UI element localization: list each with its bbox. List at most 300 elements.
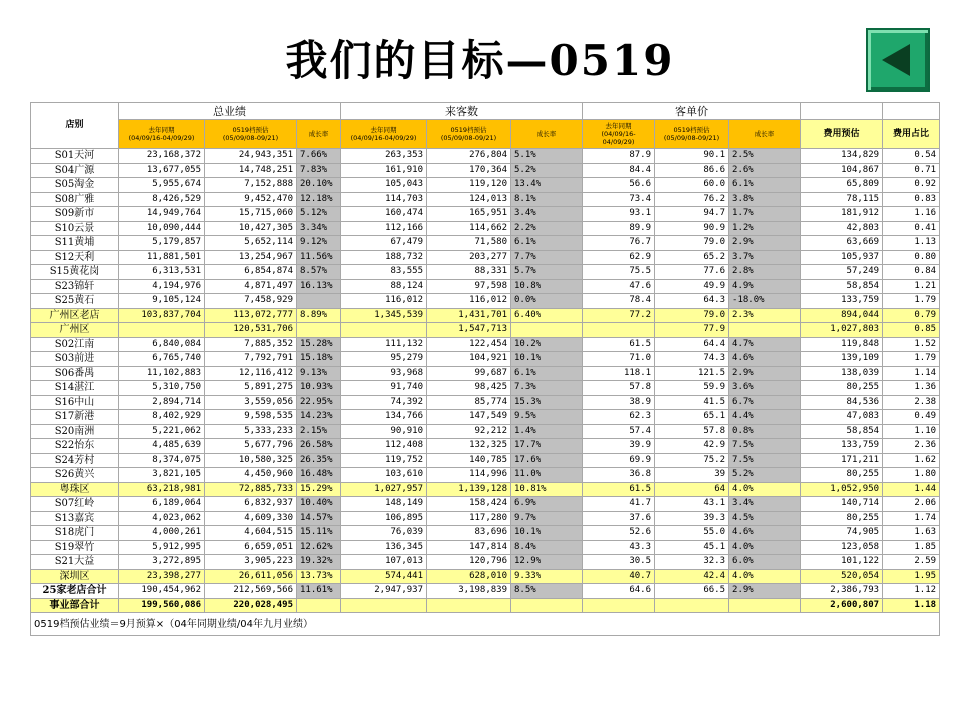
cell-f: 6.40% <box>511 308 583 323</box>
target-table <box>30 102 940 636</box>
store-name: S22怡东 <box>31 439 119 454</box>
cell-a: 190,454,962 <box>119 584 205 599</box>
cell-a: 6,313,531 <box>119 265 205 280</box>
cell-h: 64 <box>655 482 729 497</box>
col-growth: 成长率 <box>511 120 583 149</box>
cell-f: 17.7% <box>511 439 583 454</box>
cell-k: 1.36 <box>883 381 940 396</box>
cell-k: 1.79 <box>883 294 940 309</box>
cell-h: 79.0 <box>655 236 729 251</box>
cell-f: 10.81% <box>511 482 583 497</box>
cell-j: 1,027,803 <box>801 323 883 338</box>
cell-c: 15.28% <box>297 337 341 352</box>
cell-c: 2.15% <box>297 424 341 439</box>
store-name: 广州区 <box>31 323 119 338</box>
cell-f: 1.4% <box>511 424 583 439</box>
cell-h: 42.9 <box>655 439 729 454</box>
cell-e: 83,696 <box>427 526 511 541</box>
cell-c: 26.58% <box>297 439 341 454</box>
cell-h: 76.2 <box>655 192 729 207</box>
cell-g: 76.7 <box>583 236 655 251</box>
cell-h: 79.0 <box>655 308 729 323</box>
cell-c: 8.57% <box>297 265 341 280</box>
table-row <box>31 468 940 483</box>
cell-k: 2.06 <box>883 497 940 512</box>
cell-a: 4,023,062 <box>119 511 205 526</box>
cell-e: 98,425 <box>427 381 511 396</box>
store-name: S11黄埔 <box>31 236 119 251</box>
cell-c: 10.40% <box>297 497 341 512</box>
cell-d: 74,392 <box>341 395 427 410</box>
cell-i: 2.9% <box>729 236 801 251</box>
cell-f: 6.1% <box>511 366 583 381</box>
col-growth: 成长率 <box>729 120 801 149</box>
cell-g: 71.0 <box>583 352 655 367</box>
cell-i: 2.8% <box>729 265 801 280</box>
cell-h: 64.3 <box>655 294 729 309</box>
cell-a: 4,194,976 <box>119 279 205 294</box>
store-name: S25黄石 <box>31 294 119 309</box>
cell-d <box>341 598 427 613</box>
cell-j: 47,083 <box>801 410 883 425</box>
cell-k: 1.21 <box>883 279 940 294</box>
table-row <box>31 424 940 439</box>
cell-g: 41.7 <box>583 497 655 512</box>
store-name: S03前进 <box>31 352 119 367</box>
cell-a: 5,221,062 <box>119 424 205 439</box>
store-name: S13嘉宾 <box>31 511 119 526</box>
cell-a: 3,272,895 <box>119 555 205 570</box>
cell-g: 87.9 <box>583 149 655 164</box>
cell-b: 10,427,305 <box>205 221 297 236</box>
cell-b: 9,452,470 <box>205 192 297 207</box>
cell-a: 5,912,995 <box>119 540 205 555</box>
table-row <box>31 598 940 613</box>
cell-f: 9.33% <box>511 569 583 584</box>
cell-d: 574,441 <box>341 569 427 584</box>
cell-j: 65,809 <box>801 178 883 193</box>
cell-h: 64.4 <box>655 337 729 352</box>
cell-e: 158,424 <box>427 497 511 512</box>
cell-j: 105,937 <box>801 250 883 265</box>
cell-h: 74.3 <box>655 352 729 367</box>
cell-j: 42,803 <box>801 221 883 236</box>
cell-i: 2.9% <box>729 366 801 381</box>
col-forecast: 0519档预估 (05/09/08-09/21) <box>655 120 729 149</box>
cell-i: 7.5% <box>729 439 801 454</box>
table-row <box>31 149 940 164</box>
cell-h: 90.1 <box>655 149 729 164</box>
table-row <box>31 482 940 497</box>
cell-k: 1.52 <box>883 337 940 352</box>
cell-h: 59.9 <box>655 381 729 396</box>
cell-h: 75.2 <box>655 453 729 468</box>
cell-j: 80,255 <box>801 468 883 483</box>
store-name: S23锦轩 <box>31 279 119 294</box>
cell-f: 8.5% <box>511 584 583 599</box>
store-name: 粤珠区 <box>31 482 119 497</box>
cell-g: 62.3 <box>583 410 655 425</box>
cell-d: 112,408 <box>341 439 427 454</box>
cell-k: 0.92 <box>883 178 940 193</box>
cell-a: 8,402,929 <box>119 410 205 425</box>
cell-j: 101,122 <box>801 555 883 570</box>
cell-j: 78,115 <box>801 192 883 207</box>
cell-k: 1.10 <box>883 424 940 439</box>
cell-i: 1.7% <box>729 207 801 222</box>
store-name: S09新市 <box>31 207 119 222</box>
table-row <box>31 163 940 178</box>
cell-f: 7.3% <box>511 381 583 396</box>
cell-j: 84,536 <box>801 395 883 410</box>
col-last-year: 去年同期 (04/09/16-04/09/29) <box>341 120 427 149</box>
cell-e: 3,198,839 <box>427 584 511 599</box>
store-name: S21大益 <box>31 555 119 570</box>
table-row <box>31 569 940 584</box>
cell-a: 3,821,105 <box>119 468 205 483</box>
cell-k: 0.41 <box>883 221 940 236</box>
cell-d: 90,910 <box>341 424 427 439</box>
cell-b: 6,659,051 <box>205 540 297 555</box>
cell-c: 7.66% <box>297 149 341 164</box>
cell-j: 123,058 <box>801 540 883 555</box>
cell-b: 212,569,566 <box>205 584 297 599</box>
cell-c <box>297 598 341 613</box>
cell-d: 95,279 <box>341 352 427 367</box>
cell-i: 4.0% <box>729 569 801 584</box>
cell-h: 57.8 <box>655 424 729 439</box>
cell-f: 10.8% <box>511 279 583 294</box>
cell-c: 9.12% <box>297 236 341 251</box>
cell-f: 5.7% <box>511 265 583 280</box>
store-name: 广州区老店 <box>31 308 119 323</box>
cell-d: 91,740 <box>341 381 427 396</box>
store-name: S18虎门 <box>31 526 119 541</box>
cell-h: 43.1 <box>655 497 729 512</box>
cell-e: 124,013 <box>427 192 511 207</box>
store-name: 25家老店合计 <box>31 584 119 599</box>
cell-b: 7,885,352 <box>205 337 297 352</box>
cell-d: 2,947,937 <box>341 584 427 599</box>
cell-i: 4.7% <box>729 337 801 352</box>
cell-j: 58,854 <box>801 279 883 294</box>
cell-c: 15.18% <box>297 352 341 367</box>
cell-h: 94.7 <box>655 207 729 222</box>
cell-i: 4.0% <box>729 482 801 497</box>
left-triangle-icon <box>882 44 910 76</box>
cell-j: 80,255 <box>801 381 883 396</box>
cell-e: 147,549 <box>427 410 511 425</box>
cell-i: 2.6% <box>729 163 801 178</box>
table-row <box>31 497 940 512</box>
cell-c: 8.89% <box>297 308 341 323</box>
col-cost-forecast: 费用预估 <box>801 120 883 149</box>
cell-d: 88,124 <box>341 279 427 294</box>
cell-d: 111,132 <box>341 337 427 352</box>
cell-f: 7.7% <box>511 250 583 265</box>
cell-b: 220,028,495 <box>205 598 297 613</box>
cell-f: 5.1% <box>511 149 583 164</box>
cell-d: 134,766 <box>341 410 427 425</box>
page-title: 我们的目标—0519 <box>285 36 675 85</box>
table-row <box>31 294 940 309</box>
cell-c: 11.56% <box>297 250 341 265</box>
cell-d: 67,479 <box>341 236 427 251</box>
cell-b: 5,333,233 <box>205 424 297 439</box>
cell-c: 16.13% <box>297 279 341 294</box>
cell-j: 139,109 <box>801 352 883 367</box>
cell-d: 107,013 <box>341 555 427 570</box>
cell-j: 63,669 <box>801 236 883 251</box>
cell-g: 75.5 <box>583 265 655 280</box>
cell-h: 65.2 <box>655 250 729 265</box>
group-header-visitors: 来客数 <box>341 103 583 120</box>
cell-c: 13.73% <box>297 569 341 584</box>
cell-h: 121.5 <box>655 366 729 381</box>
cell-k: 1.14 <box>883 366 940 381</box>
cell-a: 6,189,064 <box>119 497 205 512</box>
cell-i: 3.8% <box>729 192 801 207</box>
cell-i: 3.6% <box>729 381 801 396</box>
cell-d: 76,039 <box>341 526 427 541</box>
cell-f: 6.1% <box>511 236 583 251</box>
cell-e: 71,580 <box>427 236 511 251</box>
cell-e: 117,280 <box>427 511 511 526</box>
cell-d: 160,474 <box>341 207 427 222</box>
cell-a: 11,102,883 <box>119 366 205 381</box>
cell-e: 119,120 <box>427 178 511 193</box>
cell-i: 1.2% <box>729 221 801 236</box>
cell-i: 5.2% <box>729 468 801 483</box>
cell-a: 103,837,704 <box>119 308 205 323</box>
cell-h: 39.3 <box>655 511 729 526</box>
cell-h: 32.3 <box>655 555 729 570</box>
cell-a: 5,955,674 <box>119 178 205 193</box>
cell-d: 112,166 <box>341 221 427 236</box>
col-forecast: 0519档预估 (05/09/08-09/21) <box>205 120 297 149</box>
cell-f: 13.4% <box>511 178 583 193</box>
cell-j: 74,905 <box>801 526 883 541</box>
cell-k: 1.95 <box>883 569 940 584</box>
cell-e: 99,687 <box>427 366 511 381</box>
table-row <box>31 439 940 454</box>
cell-i: 4.5% <box>729 511 801 526</box>
cell-g: 39.9 <box>583 439 655 454</box>
cell-k: 0.85 <box>883 323 940 338</box>
cell-k: 1.79 <box>883 352 940 367</box>
table-row <box>31 192 940 207</box>
cell-i: 4.4% <box>729 410 801 425</box>
cell-a: 63,218,981 <box>119 482 205 497</box>
cell-b: 4,604,515 <box>205 526 297 541</box>
cell-a: 2,894,714 <box>119 395 205 410</box>
cell-g: 47.6 <box>583 279 655 294</box>
cell-g: 38.9 <box>583 395 655 410</box>
cell-e: 114,996 <box>427 468 511 483</box>
cell-h: 65.1 <box>655 410 729 425</box>
cell-e: 1,139,128 <box>427 482 511 497</box>
cell-e: 85,774 <box>427 395 511 410</box>
cell-i: 4.0% <box>729 540 801 555</box>
cell-e: 165,951 <box>427 207 511 222</box>
cell-j: 133,759 <box>801 439 883 454</box>
cell-g: 64.6 <box>583 584 655 599</box>
table-row <box>31 337 940 352</box>
cell-d: 93,968 <box>341 366 427 381</box>
cell-f: 10.1% <box>511 526 583 541</box>
cell-e: 97,598 <box>427 279 511 294</box>
cell-e: 203,277 <box>427 250 511 265</box>
cell-h: 90.9 <box>655 221 729 236</box>
cell-b: 24,943,351 <box>205 149 297 164</box>
store-name: S07红岭 <box>31 497 119 512</box>
cell-d: 103,610 <box>341 468 427 483</box>
cell-a: 5,310,750 <box>119 381 205 396</box>
store-name: S05淘金 <box>31 178 119 193</box>
cell-a: 11,881,501 <box>119 250 205 265</box>
group-header-avg-price: 客单价 <box>583 103 801 120</box>
cell-c: 9.13% <box>297 366 341 381</box>
cell-g: 69.9 <box>583 453 655 468</box>
store-name: S16中山 <box>31 395 119 410</box>
store-name: S12天利 <box>31 250 119 265</box>
table-row <box>31 584 940 599</box>
cell-b: 4,609,330 <box>205 511 297 526</box>
cell-e: 88,331 <box>427 265 511 280</box>
store-name: S24芳村 <box>31 453 119 468</box>
cell-i: 6.7% <box>729 395 801 410</box>
group-header-blank <box>801 103 883 120</box>
cell-c: 19.32% <box>297 555 341 570</box>
cell-h: 66.5 <box>655 584 729 599</box>
cell-a <box>119 323 205 338</box>
table-row <box>31 555 940 570</box>
store-name: S08广雅 <box>31 192 119 207</box>
cell-k: 0.54 <box>883 149 940 164</box>
cell-b: 113,072,777 <box>205 308 297 323</box>
back-button[interactable] <box>866 28 930 92</box>
cell-i: 2.9% <box>729 584 801 599</box>
cell-d: 106,895 <box>341 511 427 526</box>
table-row <box>31 366 940 381</box>
cell-a: 8,426,529 <box>119 192 205 207</box>
cell-a: 23,398,277 <box>119 569 205 584</box>
table-row <box>31 410 940 425</box>
cell-k: 0.49 <box>883 410 940 425</box>
cell-h: 77.6 <box>655 265 729 280</box>
cell-g: 30.5 <box>583 555 655 570</box>
store-name: S01天河 <box>31 149 119 164</box>
table-row <box>31 381 940 396</box>
cell-f: 6.9% <box>511 497 583 512</box>
cell-g: 84.4 <box>583 163 655 178</box>
cell-a: 199,560,086 <box>119 598 205 613</box>
cell-i: 4.6% <box>729 352 801 367</box>
cell-g: 57.4 <box>583 424 655 439</box>
cell-f: 10.2% <box>511 337 583 352</box>
cell-d: 105,043 <box>341 178 427 193</box>
cell-c: 20.10% <box>297 178 341 193</box>
cell-h: 55.0 <box>655 526 729 541</box>
store-name: S14湛江 <box>31 381 119 396</box>
col-last-year: 去年同期 (04/09/16-04/09/29) <box>119 120 205 149</box>
cell-i: 6.1% <box>729 178 801 193</box>
cell-g: 36.8 <box>583 468 655 483</box>
cell-f: 11.0% <box>511 468 583 483</box>
cell-f: 12.9% <box>511 555 583 570</box>
cell-f <box>511 598 583 613</box>
cell-f: 10.1% <box>511 352 583 367</box>
cell-f: 3.4% <box>511 207 583 222</box>
cell-d: 148,149 <box>341 497 427 512</box>
cell-i: 7.5% <box>729 453 801 468</box>
cell-c <box>297 323 341 338</box>
cell-i: 6.0% <box>729 555 801 570</box>
cell-k: 1.80 <box>883 468 940 483</box>
cell-b: 5,652,114 <box>205 236 297 251</box>
cell-j: 140,714 <box>801 497 883 512</box>
cell-j: 894,044 <box>801 308 883 323</box>
cell-g: 43.3 <box>583 540 655 555</box>
cell-k: 1.74 <box>883 511 940 526</box>
table-row <box>31 395 940 410</box>
cell-k: 1.44 <box>883 482 940 497</box>
cell-h: 41.5 <box>655 395 729 410</box>
cell-j: 520,054 <box>801 569 883 584</box>
cell-d: 136,345 <box>341 540 427 555</box>
cell-f: 0.0% <box>511 294 583 309</box>
cell-a: 14,949,764 <box>119 207 205 222</box>
store-name: S17新港 <box>31 410 119 425</box>
table-body <box>31 149 940 613</box>
cell-i: -18.0% <box>729 294 801 309</box>
store-name: 深圳区 <box>31 569 119 584</box>
cell-e: 1,547,713 <box>427 323 511 338</box>
cell-a: 5,179,857 <box>119 236 205 251</box>
cell-k: 2.38 <box>883 395 940 410</box>
cell-d: 1,027,957 <box>341 482 427 497</box>
cell-j: 2,600,807 <box>801 598 883 613</box>
cell-a: 9,105,124 <box>119 294 205 309</box>
cell-g: 40.7 <box>583 569 655 584</box>
table-row <box>31 453 940 468</box>
cell-i: 2.3% <box>729 308 801 323</box>
group-header-sales: 总业绩 <box>119 103 341 120</box>
cell-a: 6,840,084 <box>119 337 205 352</box>
cell-g: 62.9 <box>583 250 655 265</box>
cell-a: 4,000,261 <box>119 526 205 541</box>
cell-f: 9.5% <box>511 410 583 425</box>
cell-k: 0.80 <box>883 250 940 265</box>
cell-c: 7.83% <box>297 163 341 178</box>
cell-e: 120,796 <box>427 555 511 570</box>
cell-j: 119,848 <box>801 337 883 352</box>
cell-d <box>341 323 427 338</box>
store-name: S06番禺 <box>31 366 119 381</box>
cell-k: 1.62 <box>883 453 940 468</box>
cell-f <box>511 323 583 338</box>
cell-c: 22.95% <box>297 395 341 410</box>
cell-b: 6,854,874 <box>205 265 297 280</box>
cell-g: 61.5 <box>583 482 655 497</box>
cell-a: 10,090,444 <box>119 221 205 236</box>
cell-j: 1,052,950 <box>801 482 883 497</box>
cell-c: 15.29% <box>297 482 341 497</box>
cell-d: 114,703 <box>341 192 427 207</box>
cell-k: 0.71 <box>883 163 940 178</box>
table-row <box>31 308 940 323</box>
cell-h: 77.9 <box>655 323 729 338</box>
